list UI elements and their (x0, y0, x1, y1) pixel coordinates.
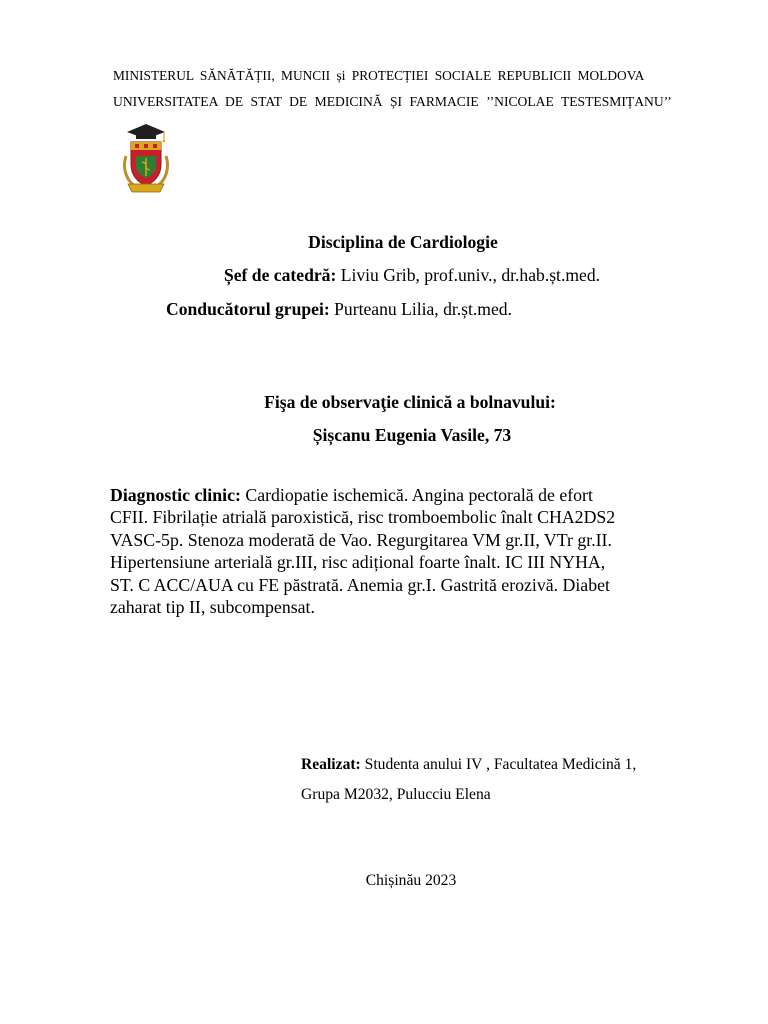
author-label: Realizat: (301, 756, 361, 773)
ministry-heading: MINISTERUL SĂNĂTĂȚII, MUNCII și PROTECȚIEI SOCIALE REPUBLICII MOLDOVA (113, 68, 645, 83)
department-chief (0, 265, 768, 286)
chief-value: Liviu Grib, prof.univ., dr.hab.șt.med. (336, 265, 601, 285)
diagnosis-line: ST. C ACC/AUA cu FE păstrată. Anemia gr.I. Gastrită erozivă. Diabet (110, 574, 610, 595)
clinical-diagnosis (110, 484, 710, 618)
group-lead-value: Purteanu Lilia, dr.șt.med. (329, 299, 512, 319)
diagnosis-line: Hipertensiune arterială gr.III, risc adițional foarte înalt. IC III NYHA, (110, 552, 606, 573)
university-heading: UNIVERSITATEA DE STAT DE MEDICINĂ ȘI FARMACIE ’’NICOLAE TESTESMIȚANU’’ (113, 94, 672, 109)
place-and-year: Chișinău 2023 (365, 872, 457, 889)
diagnosis-line (110, 484, 710, 506)
author-line-2: Grupa M2032, Pulucciu Elena (301, 786, 491, 803)
diagnosis-label: Diagnostic clinic: (110, 485, 241, 505)
diagnosis-line: CFII. Fibrilație atrială paroxistică, risc tromboembolic înalt CHA2DS2 (110, 507, 616, 528)
patient-name: Șișcanu Eugenia Vasile, 73 (312, 425, 512, 445)
author-value: Studenta anului IV , Facultatea Medicină 1, (360, 756, 637, 773)
discipline-title: Disciplina de Cardiologie (308, 232, 498, 252)
group-lead (166, 299, 512, 320)
diagnosis-line: zaharat tip II, subcompensat. (110, 597, 315, 618)
sheet-title: Fişa de observaţie clinică a bolnavului: (264, 392, 556, 412)
diagnosis-text: Cardiopatie ischemică. Angina pectorală de efort (240, 485, 593, 505)
group-lead-label: Conducătorul grupei: (166, 299, 330, 319)
diagnosis-line: VASC-5p. Stenoza moderată de Vao. Regurgitarea VM gr.II, VTr gr.II. (110, 529, 612, 550)
chief-label: Șef de catedră: (223, 265, 337, 285)
author-line-1 (301, 756, 636, 774)
university-crest-icon (120, 122, 172, 194)
